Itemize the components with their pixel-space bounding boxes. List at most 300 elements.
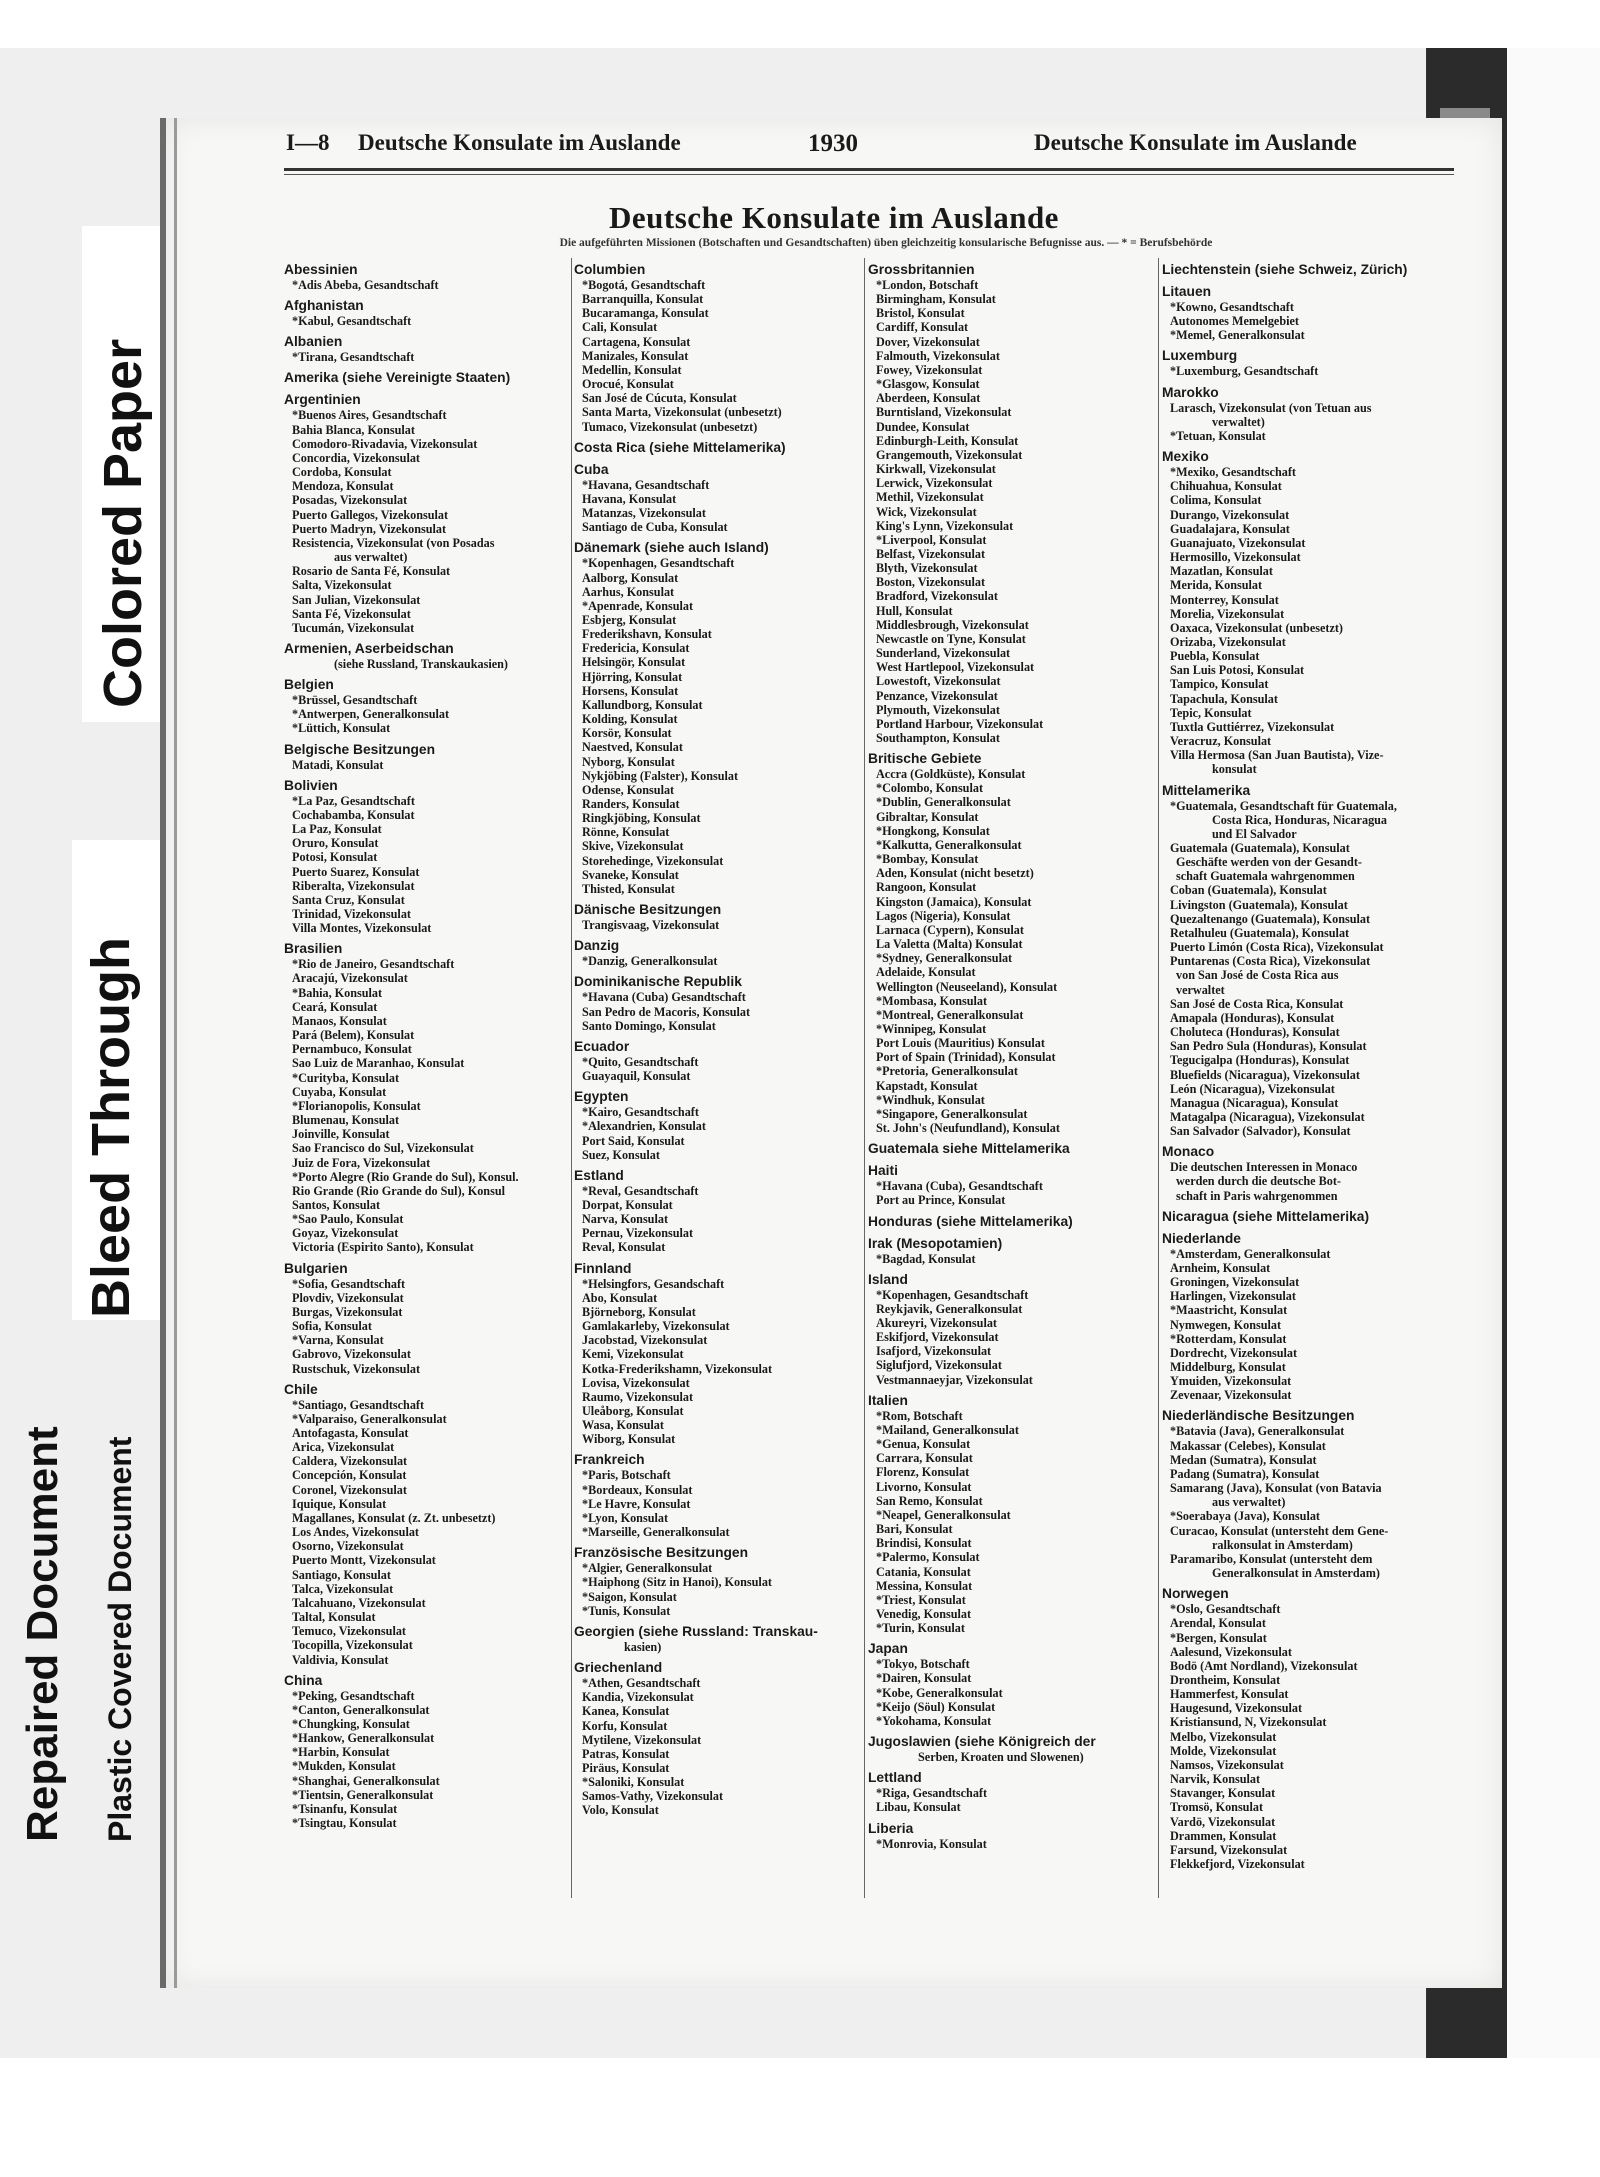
consulate-entry: *Sao Paulo, Konsulat [292, 1212, 404, 1227]
consulate-entry: *Paris, Botschaft [582, 1468, 671, 1483]
country-heading: Britische Gebiete [868, 751, 982, 767]
consulate-entry: Molde, Vizekonsulat [1170, 1743, 1277, 1758]
consulate-entry: Tepic, Konsulat [1170, 705, 1252, 720]
consulate-entry: Kolding, Konsulat [582, 712, 678, 727]
consulate-entry: Esbjerg, Konsulat [582, 612, 677, 627]
consulate-entry: Isafjord, Vizekonsulat [876, 1344, 992, 1359]
consulate-entry: Kotka-Frederikshamn, Vizekonsulat [582, 1361, 773, 1376]
consulate-entry: *Sydney, Generalkonsulat [876, 951, 1013, 966]
consulate-entry: Puerto Montt, Vizekonsulat [292, 1553, 436, 1568]
consulate-entry: *Amsterdam, Generalkonsulat [1170, 1246, 1331, 1261]
consulate-entry: *Havana (Cuba) Gesandtschaft [582, 990, 746, 1005]
consulate-entry: Guadalajara, Konsulat [1170, 521, 1290, 536]
consulate-entry: *Pretoria, Generalkonsulat [876, 1064, 1018, 1079]
column-divider [864, 258, 865, 1898]
consulate-entry: Autonomes Memelgebiet [1170, 314, 1299, 329]
consulate-entry: *Bogotá, Gesandtschaft [582, 278, 706, 292]
consulate-entry: Bodö (Amt Nordland), Vizekonsulat [1170, 1658, 1358, 1673]
consulate-entry: Bradford, Vizekonsulat [876, 589, 998, 604]
consulate-entry: *Athen, Gesandtschaft [582, 1676, 701, 1691]
consulate-entry: *Colombo, Konsulat [876, 781, 983, 796]
consulate-entry: Choluteca (Honduras), Konsulat [1170, 1025, 1340, 1040]
consulate-entry: Tucumán, Vizekonsulat [292, 620, 415, 635]
country-heading: Chile [284, 1381, 318, 1397]
consulate-entry: Vardö, Vizekonsulat [1170, 1814, 1276, 1829]
consulate-entry: Curacao, Konsulat (untersteht dem Gene- [1170, 1523, 1389, 1538]
column-1 [284, 256, 570, 1830]
consulate-entry: *Antwerpen, Generalkonsulat [292, 707, 450, 722]
consulate-entry: Frederikshavn, Konsulat [582, 627, 712, 642]
consulate-entry: Kandia, Vizekonsulat [582, 1690, 694, 1705]
consulate-entry: Rio Grande (Rio Grande do Sul), Konsul [292, 1183, 505, 1198]
country-heading: Liechtenstein (siehe Schweiz, Zürich) [1162, 262, 1408, 277]
consulate-entry: Talca, Vizekonsulat [292, 1581, 394, 1596]
country-heading: China [284, 1672, 323, 1688]
consulate-entry: San Luis Potosi, Konsulat [1170, 663, 1305, 678]
consulate-entry: Retalhuleu (Guatemala), Konsulat [1170, 925, 1350, 940]
consulate-entry: Rustschuk, Vizekonsulat [292, 1361, 421, 1376]
consulate-entry: Bari, Konsulat [876, 1522, 953, 1537]
consulate-entry: *Tetuan, Konsulat [1170, 428, 1266, 443]
consulate-entry: *Bahia, Konsulat [292, 985, 383, 1000]
country-heading: Jugoslawien (siehe Königreich der [868, 1734, 1096, 1750]
consulate-entry: Gamlakarleby, Vizekonsulat [582, 1319, 730, 1334]
consulate-entry: Svaneke, Konsulat [582, 867, 679, 882]
consulate-entry: *Liverpool, Konsulat [876, 532, 987, 547]
country-heading: Mittelamerika [1162, 782, 1251, 798]
country-heading: Italien [868, 1392, 908, 1408]
country-heading: Französische Besitzungen [574, 1545, 749, 1561]
consulate-entry: Quezaltenango (Guatemala), Konsulat [1170, 911, 1371, 926]
consulate-entry: Comodoro-Rivadavia, Vizekonsulat [292, 436, 478, 451]
consulate-entry: Siglufjord, Vizekonsulat [876, 1358, 1002, 1373]
country-heading: Griechenland [574, 1660, 663, 1676]
consulate-entry: Bluefields (Nicaragua), Vizekonsulat [1170, 1067, 1360, 1082]
consulate-entry: *Triest, Konsulat [876, 1592, 966, 1607]
consulate-entry: Dorpat, Konsulat [582, 1197, 673, 1212]
consulate-entry: Coronel, Vizekonsulat [292, 1482, 407, 1497]
consulate-entry: Resistencia, Vizekonsulat (von Posadas [292, 535, 495, 550]
header-year: 1930 [808, 130, 858, 157]
consulate-entry: San Pedro de Macoris, Konsulat [582, 1004, 751, 1019]
consulate-entry: aus verwaltet) [334, 550, 408, 565]
consulate-entry: *Mexiko, Gesandtschaft [1170, 465, 1296, 480]
consulate-entry: Lerwick, Vizekonsulat [876, 476, 993, 491]
consulate-entry: Korfu, Konsulat [582, 1718, 668, 1733]
consulate-entry: Manaos, Konsulat [292, 1013, 387, 1028]
consulate-entry: Durango, Vizekonsulat [1170, 507, 1290, 522]
consulate-entry: Hjörring, Konsulat [582, 669, 683, 684]
consulate-entry: *Kopenhagen, Gesandtschaft [876, 1287, 1029, 1302]
consulate-entry: Belfast, Vizekonsulat [876, 546, 986, 561]
country-heading: Honduras (siehe Mittelamerika) [868, 1213, 1073, 1229]
consulate-entry: Tromsö, Konsulat [1170, 1800, 1263, 1815]
consulate-entry: Namsos, Vizekonsulat [1170, 1757, 1284, 1772]
consulate-entry: Horsens, Konsulat [582, 683, 679, 698]
consulate-entry: *Bagdad, Konsulat [876, 1251, 976, 1266]
consulate-entry: Southampton, Konsulat [876, 731, 1000, 745]
consulate-entry: Matagalpa (Nicaragua), Vizekonsulat [1170, 1109, 1365, 1124]
consulate-entry: *Kobe, Generalkonsulat [876, 1685, 1003, 1700]
consulate-entry: Randers, Konsulat [582, 797, 680, 811]
consulate-entry: *Rio de Janeiro, Gesandtschaft [292, 957, 455, 972]
consulate-entry: Matadi, Konsulat [292, 757, 384, 772]
country-heading: Brasilien [284, 941, 343, 957]
consulate-entry: *Winnipeg, Konsulat [876, 1021, 987, 1036]
label-bleed-through: Bleed Through [81, 937, 141, 1318]
country-heading: Japan [868, 1641, 908, 1657]
consulate-entry: *Marseille, Generalkonsulat [582, 1525, 730, 1540]
consulate-entry: *Varna, Konsulat [292, 1333, 384, 1348]
consulate-entry: Lagos (Nigeria), Konsulat [876, 908, 1011, 923]
country-heading: Grossbritannien [868, 262, 975, 277]
consulate-entry: *Porto Alegre (Rio Grande do Sul), Konsul. [292, 1169, 519, 1184]
country-heading: Irak (Mesopotamien) [868, 1235, 1003, 1251]
consulate-entry: Rönne, Konsulat [582, 825, 670, 840]
consulate-entry: La Paz, Konsulat [292, 822, 382, 837]
consulate-entry: Tumaco, Vizekonsulat (unbesetzt) [582, 419, 758, 434]
country-heading: Egypten [574, 1089, 629, 1105]
consulate-entry: Cochabamba, Konsulat [292, 807, 415, 822]
consulate-entry: *Rom, Botschaft [876, 1408, 963, 1423]
consulate-entry: Narvik, Konsulat [1170, 1772, 1261, 1787]
consulate-entry: *Peking, Gesandtschaft [292, 1688, 415, 1703]
consulate-entry: Mytilene, Vizekonsulat [582, 1732, 702, 1747]
consulate-entry: *Mailand, Generalkonsulat [876, 1422, 1019, 1437]
consulate-entry: *Tokyo, Botschaft [876, 1657, 970, 1672]
country-heading: Ecuador [574, 1038, 630, 1054]
consulate-entry: Osorno, Vizekonsulat [292, 1539, 404, 1554]
consulate-entry: Los Andes, Vizekonsulat [292, 1525, 419, 1540]
consulate-entry: Tuxtla Guttiérrez, Vizekonsulat [1170, 719, 1335, 734]
consulate-entry: Arica, Vizekonsulat [292, 1440, 395, 1455]
consulate-entry: Matanzas, Vizekonsulat [582, 506, 706, 521]
consulate-entry: Managua (Nicaragua), Konsulat [1170, 1095, 1339, 1110]
consulate-entry: *Adis Abeba, Gesandtschaft [292, 278, 439, 292]
country-heading: Argentinien [284, 392, 361, 408]
consulate-entry: Kallundborg, Konsulat [582, 697, 703, 712]
consulate-entry: *Mombasa, Konsulat [876, 993, 988, 1008]
consulate-entry: von San José de Costa Rica aus [1176, 968, 1339, 983]
consulate-entry: Antofagasta, Konsulat [292, 1426, 409, 1440]
consulate-entry: *Genua, Konsulat [876, 1437, 971, 1452]
consulate-entry: Eskifjord, Vizekonsulat [876, 1330, 999, 1345]
consulate-entry: Akureyri, Vizekonsulat [876, 1316, 997, 1330]
consulate-entry: Ceará, Konsulat [292, 999, 378, 1014]
consulate-entry: Geschäfte werden von der Gesandt- [1176, 855, 1362, 870]
consulate-entry: *Quito, Gesandtschaft [582, 1054, 699, 1069]
consulate-entry: Mendoza, Konsulat [292, 479, 394, 494]
consulate-entry: Wick, Vizekonsulat [876, 504, 977, 519]
consulate-entry: Chihuahua, Konsulat [1170, 479, 1282, 494]
consulate-entry: Makassar (Celebes), Konsulat [1170, 1438, 1326, 1453]
consulate-entry: *Havana, Gesandtschaft [582, 477, 710, 492]
consulate-entry: Merida, Konsulat [1170, 578, 1263, 593]
consulate-entry: Hull, Konsulat [876, 603, 953, 618]
consulate-entry: ralkonsulat in Amsterdam) [1212, 1537, 1353, 1552]
consulate-entry: *Kalkutta, Generalkonsulat [876, 837, 1022, 852]
consulate-entry: Harlingen, Vizekonsulat [1170, 1289, 1296, 1304]
country-heading: Dominikanische Republik [574, 974, 742, 990]
country-heading: Afghanistan [284, 298, 364, 314]
consulate-entry: *Apenrade, Konsulat [582, 598, 694, 613]
consulate-entry: *Singapore, Generalkonsulat [876, 1106, 1028, 1121]
country-heading: Bolivien [284, 777, 338, 793]
country-heading: Haiti [868, 1163, 898, 1179]
consulate-entry: Puebla, Konsulat [1170, 649, 1260, 664]
consulate-entry: Sao Luiz de Maranhao, Konsulat [292, 1056, 465, 1071]
consulate-entry: Fowey, Vizekonsulat [876, 362, 983, 377]
consulate-entry: *Buenos Aires, Gesandtschaft [292, 408, 447, 423]
consulate-entry: *Tirana, Gesandtschaft [292, 350, 415, 365]
consulate-entry: Hermosillo, Vizekonsulat [1170, 550, 1301, 565]
consulate-entry: Patras, Konsulat [582, 1746, 670, 1761]
consulate-entry: Coban (Guatemala), Konsulat [1170, 883, 1327, 898]
consulate-entry: Aalborg, Konsulat [582, 570, 679, 585]
consulate-entry: Burntisland, Vizekonsulat [876, 405, 1012, 420]
consulate-entry: Nyborg, Konsulat [582, 754, 675, 769]
consulate-entry: Helsingör, Konsulat [582, 655, 686, 670]
consulate-entry: Magallanes, Konsulat (z. Zt. unbesetzt) [292, 1510, 496, 1525]
consulate-entry: *Bombay, Konsulat [876, 852, 979, 867]
column-divider [1158, 258, 1159, 1898]
consulate-entry: *Batavia (Java), Generalkonsulat [1170, 1424, 1345, 1439]
consulate-entry: Haugesund, Vizekonsulat [1170, 1701, 1303, 1716]
consulate-entry: *Kopenhagen, Gesandtschaft [582, 556, 735, 571]
consulate-entry: San Remo, Konsulat [876, 1493, 983, 1508]
consulate-entry: *Mukden, Konsulat [292, 1759, 396, 1774]
consulate-entry: Burgas, Vizekonsulat [292, 1304, 403, 1319]
consulate-entry: Bristol, Konsulat [876, 306, 965, 321]
country-heading: Dänische Besitzungen [574, 902, 722, 918]
consulate-entry: Trangisvaag, Vizekonsulat [582, 918, 720, 933]
consulate-entry: Libau, Konsulat [876, 1800, 961, 1815]
consulate-entry: *Saloniki, Konsulat [582, 1775, 685, 1790]
consulate-entry: Cuyaba, Konsulat [292, 1084, 387, 1099]
country-heading: Monaco [1162, 1144, 1215, 1160]
consulate-entry: Tapachula, Konsulat [1170, 691, 1278, 706]
country-heading: Albanien [284, 334, 343, 350]
consulate-entry: Posadas, Vizekonsulat [292, 493, 408, 508]
consulate-entry: Santa Cruz, Konsulat [292, 892, 405, 907]
consulate-entry: Talcahuano, Vizekonsulat [292, 1595, 426, 1610]
consulate-entry: Serben, Kroaten und Slowenen) [918, 1750, 1084, 1765]
consulate-entry: Goyaz, Vizekonsulat [292, 1226, 399, 1241]
consulate-entry: *Maastricht, Konsulat [1170, 1303, 1288, 1318]
consulate-entry: Santiago de Cuba, Konsulat [582, 520, 728, 535]
consulate-entry: Naestved, Konsulat [582, 740, 683, 755]
consulate-entry: und El Salvador [1212, 826, 1297, 841]
consulate-entry: *Bergen, Konsulat [1170, 1630, 1267, 1645]
consulate-entry: St. John's (Neufundland), Konsulat [876, 1121, 1060, 1136]
consulate-entry: *Canton, Generalkonsulat [292, 1702, 430, 1717]
country-heading: Costa Rica (siehe Mittelamerika) [574, 439, 786, 455]
consulate-entry: Joinville, Konsulat [292, 1127, 390, 1142]
consulate-entry: *Hongkong, Konsulat [876, 823, 990, 838]
consulate-entry: *Kairo, Gesandtschaft [582, 1105, 699, 1120]
consulate-entry: Melbo, Vizekonsulat [1170, 1729, 1277, 1744]
consulate-entry: Juiz de Fora, Vizekonsulat [292, 1155, 431, 1170]
page-number: I—8 [286, 130, 330, 155]
column-2 [574, 256, 860, 1818]
country-heading: Danzig [574, 938, 620, 954]
running-header [286, 130, 1446, 164]
consulate-entry: Concepción, Konsulat [292, 1468, 407, 1483]
column-3 [868, 256, 1154, 1851]
column-4 [1162, 256, 1448, 1871]
consulate-entry: Padang (Sumatra), Konsulat [1170, 1466, 1320, 1481]
consulate-entry: San Julian, Vizekonsulat [292, 592, 421, 607]
consulate-entry: Boston, Vizekonsulat [876, 575, 986, 590]
consulate-entry: *Chungking, Konsulat [292, 1716, 410, 1731]
consulate-entry: Grangemouth, Vizekonsulat [876, 447, 1023, 462]
consulate-entry: Puntarenas (Costa Rica), Vizekonsulat [1170, 954, 1371, 969]
consulate-entry: Amapala (Honduras), Konsulat [1170, 1010, 1335, 1025]
consulate-entry: konsulat [1212, 762, 1257, 777]
consulate-entry: *Dairen, Konsulat [876, 1671, 972, 1686]
consulate-entry: Cartagena, Konsulat [582, 334, 691, 349]
consulate-entry: Suez, Konsulat [582, 1147, 660, 1162]
country-heading: Norwegen [1162, 1586, 1229, 1602]
consulate-entry: Santo Domingo, Konsulat [582, 1018, 716, 1033]
consulate-entry: *Harbin, Konsulat [292, 1745, 390, 1760]
consulate-entry: Plymouth, Vizekonsulat [876, 702, 1000, 717]
consulate-entry: Rosario de Santa Fé, Konsulat [292, 564, 451, 579]
country-heading: Georgien (siehe Russland: Transkau- [574, 1623, 818, 1639]
consulate-entry: Kingston (Jamaica), Konsulat [876, 894, 1032, 909]
consulate-entry: Kristiansund, N, Vizekonsulat [1170, 1715, 1327, 1730]
consulate-entry: Riberalta, Vizekonsulat [292, 878, 415, 893]
consulate-entry: Tampico, Konsulat [1170, 677, 1269, 692]
consulate-entry: Reykjavik, Generalkonsulat [876, 1301, 1023, 1316]
country-heading: Estland [574, 1167, 624, 1183]
consulate-entry: Lowestoft, Vizekonsulat [876, 674, 1001, 689]
consulate-entry: Livorno, Konsulat [876, 1479, 972, 1494]
consulate-entry: verwaltet) [1212, 414, 1265, 429]
consulate-entry: Lovisa, Vizekonsulat [582, 1375, 690, 1390]
column-divider [571, 258, 572, 1898]
consulate-entry: *Tsingtau, Konsulat [292, 1816, 397, 1831]
country-heading: Niederländische Besitzungen [1162, 1408, 1355, 1424]
consulate-entry: Aracajú, Vizekonsulat [292, 971, 408, 986]
consulate-entry: Trinidad, Vizekonsulat [292, 907, 411, 921]
country-heading: Nicaragua (siehe Mittelamerika) [1162, 1208, 1370, 1224]
consulate-entry: Middlesbrough, Vizekonsulat [876, 617, 1029, 632]
consulate-entry: Aden, Konsulat (nicht besetzt) [876, 866, 1034, 881]
consulate-entry: *Neapel, Generalkonsulat [876, 1507, 1011, 1522]
consulate-entry: *Valparaiso, Generalkonsulat [292, 1411, 447, 1426]
consulate-entry: *Danzig, Generalkonsulat [582, 954, 718, 969]
consulate-entry: Guatemala (Guatemala), Konsulat [1170, 841, 1350, 855]
consulate-entry: Puerto Gallegos, Vizekonsulat [292, 507, 449, 522]
consulate-entry: *Turin, Konsulat [876, 1621, 965, 1636]
consulate-entry: Cordoba, Konsulat [292, 465, 392, 480]
consulate-entry: Santiago, Konsulat [292, 1567, 391, 1582]
consulate-entry: Villa Hermosa (San Juan Bautista), Vize- [1170, 748, 1384, 763]
consulate-entry: *Yokohama, Konsulat [876, 1713, 992, 1728]
consulate-entry: Sofia, Konsulat [292, 1319, 372, 1334]
consulate-entry: Aberdeen, Konsulat [876, 391, 981, 406]
document-page [160, 118, 1502, 1988]
consulate-entry: Zevenaar, Vizekonsulat [1170, 1388, 1292, 1403]
consulate-entry: Guayaquil, Konsulat [582, 1069, 691, 1084]
country-heading: Mexiko [1162, 449, 1209, 465]
consulate-entry: *Saigon, Konsulat [582, 1589, 677, 1604]
consulate-entry: Korsör, Konsulat [582, 726, 672, 741]
consulate-entry: Medan (Sumatra), Konsulat [1170, 1452, 1317, 1467]
consulate-entry: Middelburg, Konsulat [1170, 1360, 1286, 1374]
consulate-entry: Victoria (Espirito Santo), Konsulat [292, 1240, 474, 1255]
consulate-entry: Medellin, Konsulat [582, 362, 682, 377]
country-heading: Columbien [574, 262, 646, 277]
consulate-entry: Kapstadt, Konsulat [876, 1078, 978, 1093]
consulate-entry: *Montreal, Generalkonsulat [876, 1007, 1024, 1022]
country-heading: Niederlande [1162, 1230, 1241, 1246]
consulate-entry: *Windhuk, Konsulat [876, 1092, 985, 1107]
consulate-entry: Mazatlan, Konsulat [1170, 564, 1273, 579]
consulate-entry: *Tientsin, Generalkonsulat [292, 1787, 434, 1802]
country-heading: Belgische Besitzungen [284, 741, 436, 757]
consulate-entry: *Oslo, Gesandtschaft [1170, 1602, 1281, 1617]
consulate-entry: Gibraltar, Konsulat [876, 809, 979, 824]
country-heading: Amerika (siehe Vereinigte Staaten) [284, 370, 511, 386]
consulate-entry: *Soerabaya (Java), Konsulat [1170, 1509, 1320, 1524]
consulate-entry: Caldera, Vizekonsulat [292, 1454, 408, 1469]
consulate-entry: Nykjöbing (Falster), Konsulat [582, 768, 739, 783]
consulate-entry: Tegucigalpa (Honduras), Konsulat [1170, 1053, 1350, 1068]
consulate-entry: *Kowno, Gesandtschaft [1170, 300, 1294, 314]
consulate-entry: León (Nicaragua), Vizekonsulat [1170, 1081, 1335, 1096]
consulate-entry: Carrara, Konsulat [876, 1451, 973, 1466]
consulate-entry: kasien) [624, 1639, 662, 1654]
consulate-entry: Florenz, Konsulat [876, 1465, 970, 1480]
consulate-entry: Arendal, Konsulat [1170, 1616, 1266, 1631]
consulate-entry: Puerto Limón (Costa Rica), Vizekonsulat [1170, 940, 1384, 955]
consulate-entry: Aalesund, Vizekonsulat [1170, 1644, 1292, 1659]
consulate-entry: Dundee, Konsulat [876, 419, 970, 434]
consulate-entry: Pernambuco, Konsulat [292, 1042, 412, 1057]
country-heading: Island [868, 1271, 908, 1287]
consulate-entry: *Brüssel, Gesandtschaft [292, 693, 418, 708]
consulate-entry: Oaxaca, Vizekonsulat (unbesetzt) [1170, 620, 1343, 635]
consulate-entry: *Tsinanfu, Konsulat [292, 1801, 398, 1816]
consulate-entry: Salta, Vizekonsulat [292, 578, 392, 593]
header-rule-thin [284, 174, 1454, 175]
consulate-entry: *Monrovia, Konsulat [876, 1836, 987, 1851]
consulate-entry: Vestmannaeyjar, Vizekonsulat [876, 1372, 1033, 1387]
consulate-entry: *London, Botschaft [876, 278, 979, 292]
consulate-entry: *Lyon, Konsulat [582, 1510, 669, 1525]
consulate-entry: *Lüttich, Konsulat [292, 721, 391, 736]
consulate-entry: Drammen, Konsulat [1170, 1828, 1277, 1843]
consulate-entry: *Keijo (Söul) Konsulat [876, 1699, 996, 1714]
consulate-entry: Storehedinge, Vizekonsulat [582, 853, 724, 868]
consulate-entry: Samarang (Java), Konsulat (von Batavia [1170, 1481, 1382, 1496]
country-heading: Lettland [868, 1770, 922, 1786]
consulate-entry: San José de Costa Rica, Konsulat [1170, 996, 1344, 1011]
consulate-entry: Birmingham, Konsulat [876, 292, 996, 307]
consulate-entry: Ymuiden, Vizekonsulat [1170, 1374, 1292, 1389]
country-heading: Liberia [868, 1820, 914, 1836]
consulate-entry: Messina, Konsulat [876, 1578, 973, 1593]
consulate-entry: Blyth, Vizekonsulat [876, 561, 978, 576]
consulate-entry: Uleåborg, Konsulat [582, 1404, 684, 1418]
consulate-entry: Flekkefjord, Vizekonsulat [1170, 1857, 1305, 1871]
consulate-entry: Santa Fé, Vizekonsulat [292, 606, 411, 621]
consulate-entry: San Pedro Sula (Honduras), Konsulat [1170, 1039, 1367, 1054]
consulate-entry: Kemi, Vizekonsulat [582, 1347, 684, 1362]
consulate-entry: Orocué, Konsulat [582, 377, 674, 392]
